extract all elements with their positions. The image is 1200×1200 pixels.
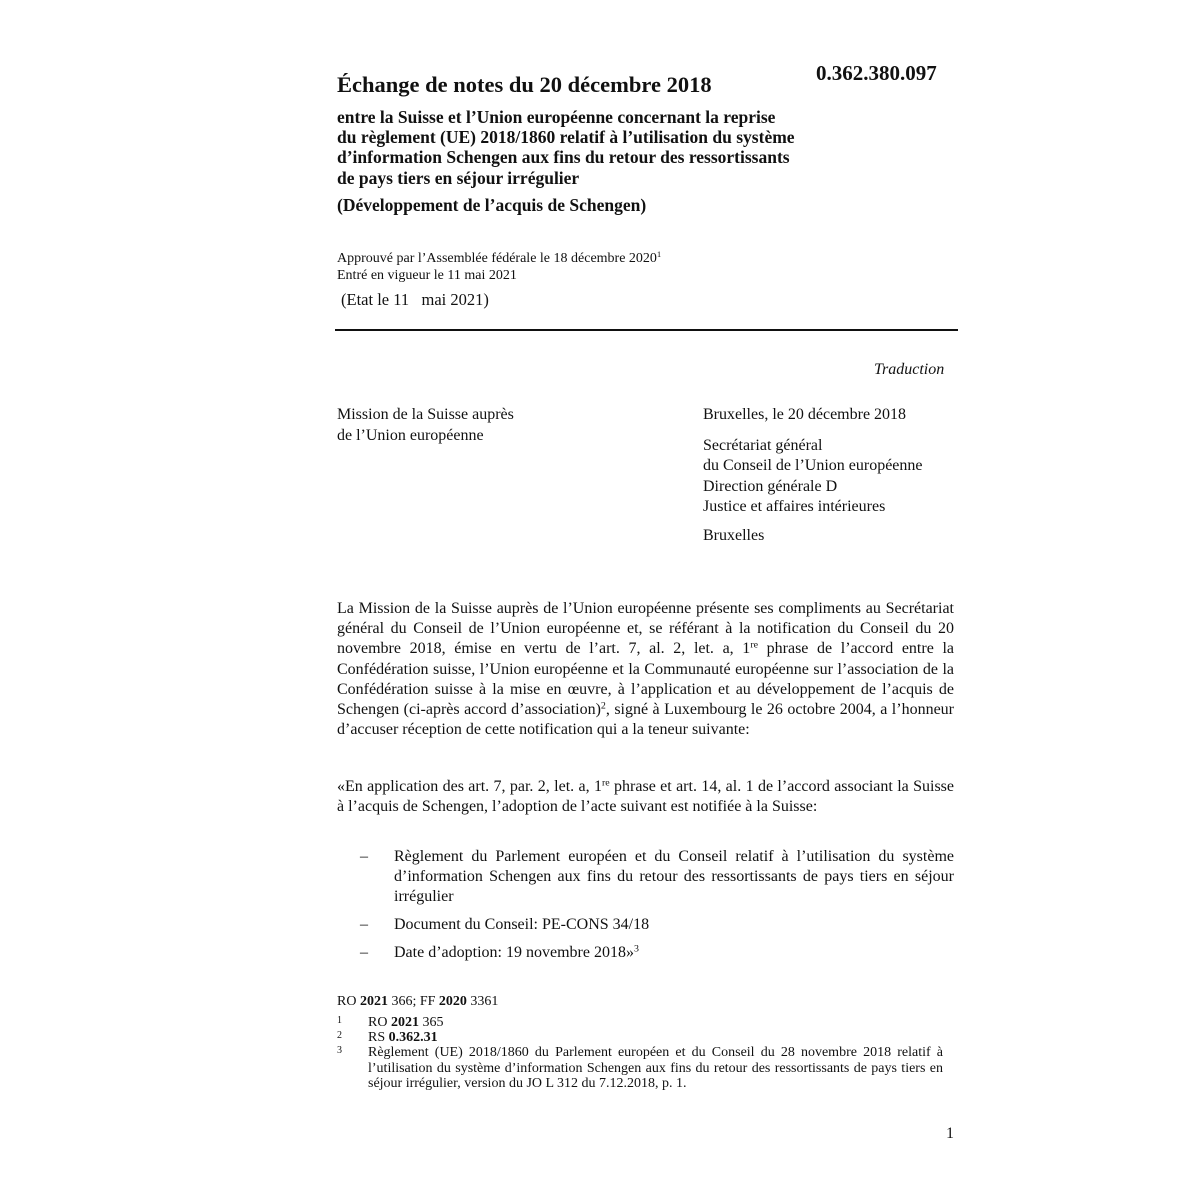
state-date: (Etat le 11 mai 2021) — [341, 290, 489, 309]
list-dash: – — [360, 848, 368, 865]
footnote-3 — [337, 1045, 943, 1091]
sender-line: Mission de la Suisse auprès — [337, 406, 514, 423]
footnote-text — [368, 1030, 943, 1045]
list-item — [360, 847, 954, 908]
footnote-1 — [337, 1015, 943, 1030]
ro-year: 2021 — [359, 994, 388, 1009]
list-item-text: Règlement du Parlement européen et du Conseil relatif à l’utilisation du système d’information Schengen aux fins du retour des ressortissants de pays tiers en séjour irrégulier — [394, 848, 954, 906]
paragraph-notification-b: phrase et art. 14, al. 1 de l’accord associant la Suisse à l’acquis de Schengen, l’adoption de l’acte suivant est notifiée à la Suisse: — [337, 778, 955, 816]
footnote-ref-3: 3 — [633, 943, 639, 955]
ff-year: 2020 — [438, 994, 467, 1009]
ro-prefix: RO — [337, 994, 360, 1009]
footnote-number: 2 — [337, 1030, 342, 1042]
approval-text: Approuvé par l’Assemblée fédérale le 18 décembre 2020 — [337, 251, 657, 266]
publication-reference — [337, 994, 498, 1010]
footnote-ref-1: 1 — [656, 249, 662, 260]
subtitle-line: d’information Schengen aux fins du retour des ressortissants — [337, 147, 790, 168]
fn1-rest: 365 — [418, 1015, 444, 1030]
sender-line: de l’Union européenne — [337, 426, 484, 444]
subtitle-line: du règlement (UE) 2018/1860 relatif à l’utilisation du système — [337, 127, 795, 148]
paragraph-intro — [337, 599, 954, 740]
classification-number: 0.362.380.097 — [816, 61, 937, 85]
subtitle-line: de pays tiers en séjour irrégulier — [337, 167, 580, 188]
recipient-city: Bruxelles — [703, 526, 765, 544]
superscript-re: re — [750, 639, 759, 651]
footnote-ref-2: 2 — [600, 700, 606, 712]
approval-line — [337, 251, 661, 268]
list-item-text: Document du Conseil: PE-CONS 34/18 — [394, 916, 650, 933]
adoption-date-text: Date d’adoption: 19 novembre 2018» — [394, 944, 634, 961]
fn2-prefix: RS — [368, 1030, 389, 1046]
superscript-re: re — [601, 777, 610, 789]
footnote-text: Règlement (UE) 2018/1860 du Parlement européen et du Conseil du 28 novembre 2018 relatif à l’utilisation du système d’information Schengen aux fins du retour des ressortissants de pays tiers en séjour irrégulier, version du JO L 312 du 7.12.2018, p. 1. — [368, 1045, 943, 1091]
sender-block — [337, 405, 514, 446]
recipient-address — [703, 436, 923, 518]
translation-label: Traduction — [874, 361, 945, 378]
footnote-number: 3 — [337, 1045, 342, 1057]
in-force-line: Entré en vigueur le 11 mai 2021 — [337, 267, 517, 283]
fn1-prefix: RO — [368, 1015, 391, 1030]
fn1-year: 2021 — [390, 1015, 419, 1030]
ro-rest: 366; FF — [387, 994, 439, 1009]
list-item — [360, 915, 954, 935]
paragraph-intro-a: La Mission de la Suisse auprès de l’Union européenne présente ses compliments au Secrétariat général du Conseil de l’Union européenne et, se référant à la notification du Conseil du 20 novembre 2018, émise en vertu de l’art. 7, al. 2, let. a, 1 — [337, 600, 954, 658]
footnote-text — [368, 1015, 943, 1030]
recipient-block — [703, 405, 923, 546]
paragraph-notification-a: «En application des art. 7, par. 2, let. a, 1 — [337, 778, 602, 795]
document-subtitle — [337, 107, 897, 188]
list-item — [360, 943, 954, 963]
schengen-development-note: (Développement de l’acquis de Schengen) — [337, 195, 647, 215]
list-dash: – — [360, 944, 368, 961]
document-title: Échange de notes du 20 décembre 2018 — [337, 72, 712, 97]
ff-rest: 3361 — [466, 994, 499, 1009]
footnotes — [337, 1015, 943, 1091]
approval-info — [337, 251, 661, 284]
footnote-number: 1 — [337, 1015, 342, 1026]
subtitle-line: entre la Suisse et l’Union européenne concernant la reprise — [337, 107, 776, 127]
paragraph-intro-b: phrase de l’accord entre la Confédération suisse, l’Union européenne et la Communauté européenne sur l’association de la Confédération suisse à la mise en œuvre, à l’application et au développement de l’acquis de Schengen (ci-après accord d’association) — [337, 640, 954, 719]
fn2-value: 0.362.31 — [388, 1030, 438, 1046]
recipient-line: du Conseil de l’Union européenne — [703, 457, 923, 474]
footnote-2 — [337, 1030, 943, 1045]
recipient-line: Direction générale D — [703, 477, 838, 495]
header-divider — [335, 329, 958, 331]
recipient-line: Justice et affaires intérieures — [703, 498, 886, 515]
page-number: 1 — [946, 1125, 954, 1142]
list-dash: – — [360, 916, 368, 933]
paragraph-intro-c: , signé à Luxembourg le 26 octobre 2004, a l’honneur d’accuser réception de cette notification qui a la teneur suivante: — [337, 701, 954, 739]
recipient-line: Secrétariat général — [703, 436, 823, 454]
paragraph-notification — [337, 777, 954, 817]
list-item-text — [394, 943, 954, 963]
place-date: Bruxelles, le 20 décembre 2018 — [703, 406, 907, 423]
